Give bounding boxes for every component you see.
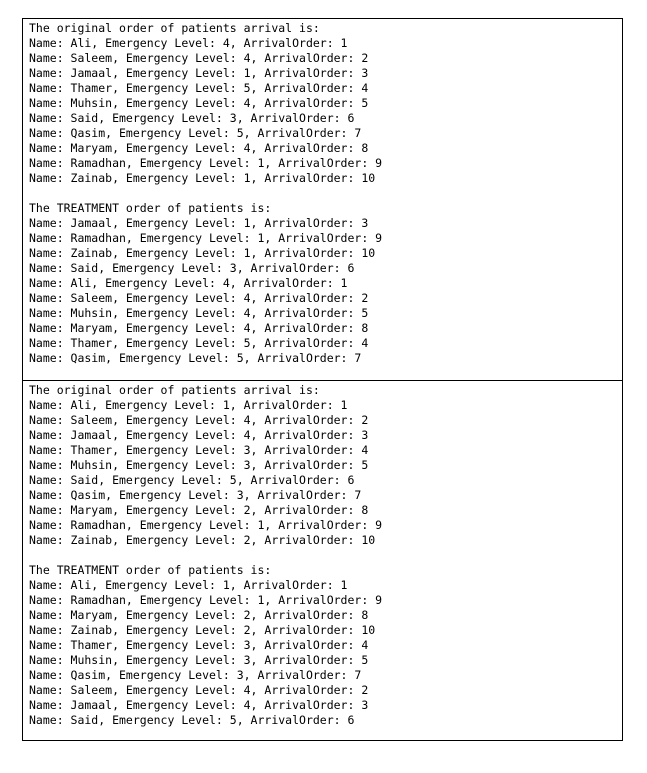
patient-line: Name: Muhsin, Emergency Level: 4, ArrivalOrder: 5: [29, 306, 369, 320]
patient-line: Name: Said, Emergency Level: 5, ArrivalOrder: 6: [29, 473, 355, 487]
patient-line: Name: Maryam, Emergency Level: 4, ArrivalOrder: 8: [29, 141, 369, 155]
patient-line: Name: Ali, Emergency Level: 4, ArrivalOrder: 1: [29, 276, 348, 290]
patient-line: Name: Said, Emergency Level: 3, ArrivalOrder: 6: [29, 261, 355, 275]
original-order-heading: The original order of patients arrival is:: [29, 383, 320, 397]
patient-line: Name: Saleem, Emergency Level: 4, ArrivalOrder: 2: [29, 291, 369, 305]
patient-line: Name: Saleem, Emergency Level: 4, ArrivalOrder: 2: [29, 683, 369, 697]
patient-line: Name: Qasim, Emergency Level: 3, ArrivalOrder: 7: [29, 488, 362, 502]
patient-line: Name: Jamaal, Emergency Level: 4, ArrivalOrder: 3: [29, 698, 369, 712]
patient-line: Name: Saleem, Emergency Level: 4, ArrivalOrder: 2: [29, 413, 369, 427]
patient-line: Name: Ramadhan, Emergency Level: 1, ArrivalOrder: 9: [29, 593, 383, 607]
patient-line: Name: Muhsin, Emergency Level: 3, ArrivalOrder: 5: [29, 458, 369, 472]
patient-line: Name: Said, Emergency Level: 5, ArrivalOrder: 6: [29, 713, 355, 727]
patient-line: Name: Said, Emergency Level: 3, ArrivalOrder: 6: [29, 111, 355, 125]
output-panel-1: [23, 19, 622, 380]
patient-line: Name: Qasim, Emergency Level: 3, ArrivalOrder: 7: [29, 668, 362, 682]
blank-line: [29, 186, 622, 201]
patient-line: Name: Zainab, Emergency Level: 1, ArrivalOrder: 10: [29, 171, 376, 185]
patient-line: Name: Muhsin, Emergency Level: 4, ArrivalOrder: 5: [29, 96, 369, 110]
console-output-table: [22, 18, 623, 741]
patient-line: Name: Jamaal, Emergency Level: 1, ArrivalOrder: 3: [29, 66, 369, 80]
treatment-order-heading: The TREATMENT order of patients is:: [29, 201, 272, 215]
original-order-list: [29, 398, 622, 548]
patient-line: Name: Zainab, Emergency Level: 2, ArrivalOrder: 10: [29, 623, 376, 637]
patient-line: Name: Qasim, Emergency Level: 5, ArrivalOrder: 7: [29, 351, 362, 365]
patient-line: Name: Thamer, Emergency Level: 3, ArrivalOrder: 4: [29, 443, 369, 457]
patient-line: Name: Maryam, Emergency Level: 4, ArrivalOrder: 8: [29, 321, 369, 335]
blank-line: [29, 548, 622, 563]
patient-line: Name: Jamaal, Emergency Level: 1, ArrivalOrder: 3: [29, 216, 369, 230]
original-order-heading: The original order of patients arrival is:: [29, 21, 320, 35]
patient-line: Name: Zainab, Emergency Level: 1, ArrivalOrder: 10: [29, 246, 376, 260]
treatment-order-heading: The TREATMENT order of patients is:: [29, 563, 272, 577]
treatment-order-list: [29, 578, 622, 728]
patient-line: Name: Jamaal, Emergency Level: 4, ArrivalOrder: 3: [29, 428, 369, 442]
patient-line: Name: Ramadhan, Emergency Level: 1, ArrivalOrder: 9: [29, 231, 383, 245]
original-order-list: [29, 36, 622, 186]
patient-line: Name: Thamer, Emergency Level: 3, ArrivalOrder: 4: [29, 638, 369, 652]
patient-line: Name: Thamer, Emergency Level: 5, ArrivalOrder: 4: [29, 336, 369, 350]
patient-line: Name: Qasim, Emergency Level: 5, ArrivalOrder: 7: [29, 126, 362, 140]
treatment-order-list: [29, 216, 622, 366]
patient-line: Name: Thamer, Emergency Level: 5, ArrivalOrder: 4: [29, 81, 369, 95]
patient-line: Name: Ali, Emergency Level: 4, ArrivalOrder: 1: [29, 36, 348, 50]
patient-line: Name: Maryam, Emergency Level: 2, ArrivalOrder: 8: [29, 608, 369, 622]
patient-line: Name: Ali, Emergency Level: 1, ArrivalOrder: 1: [29, 578, 348, 592]
patient-line: Name: Zainab, Emergency Level: 2, ArrivalOrder: 10: [29, 533, 376, 547]
patient-line: Name: Ramadhan, Emergency Level: 1, ArrivalOrder: 9: [29, 156, 383, 170]
patient-line: Name: Muhsin, Emergency Level: 3, ArrivalOrder: 5: [29, 653, 369, 667]
patient-line: Name: Saleem, Emergency Level: 4, ArrivalOrder: 2: [29, 51, 369, 65]
patient-line: Name: Ramadhan, Emergency Level: 1, ArrivalOrder: 9: [29, 518, 383, 532]
patient-line: Name: Maryam, Emergency Level: 2, ArrivalOrder: 8: [29, 503, 369, 517]
output-panel-2: [23, 380, 622, 740]
patient-line: Name: Ali, Emergency Level: 1, ArrivalOrder: 1: [29, 398, 348, 412]
